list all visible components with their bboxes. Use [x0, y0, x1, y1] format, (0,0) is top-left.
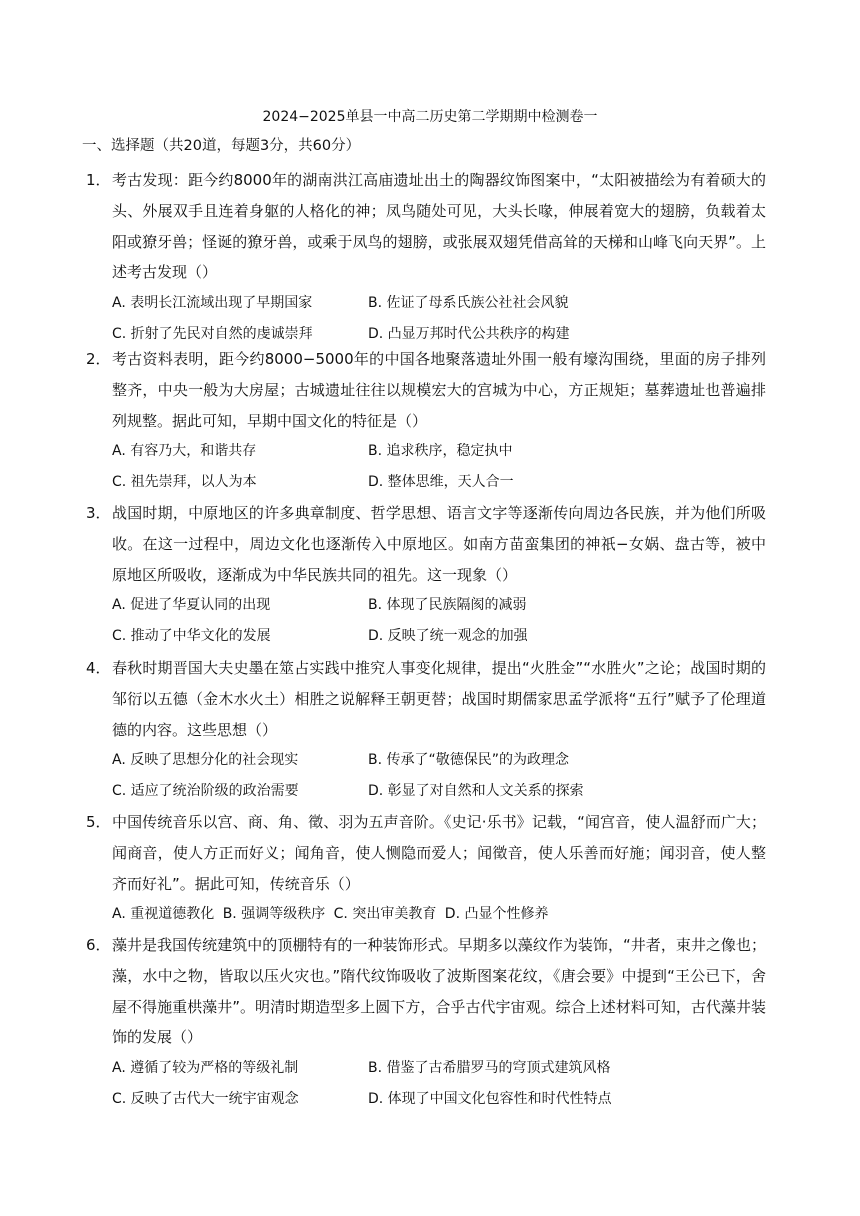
question-stem: [86, 498, 766, 590]
question-text: 考古资料表明，距今约8000−5000年的中国各地聚落遗址外围一般有壕沟围绕，里面的房子排列整齐，中央一般为大房屋；古城遗址往往以规模宏大的宫城为中心，方正规矩；墓葬遗址也普遍排列规整。据此可知，早期中国文化的特征是（）: [112, 350, 766, 430]
option-d[interactable]: D. 凸显个性修养: [444, 906, 549, 923]
options: [112, 745, 766, 807]
option-a[interactable]: A. 重视道德教化: [112, 906, 215, 923]
question-stem: [86, 653, 766, 745]
option-d[interactable]: D. 彰显了对自然和人文关系的探索: [368, 783, 584, 800]
option-c[interactable]: C. 适应了统治阶级的政治需要: [112, 783, 299, 800]
option-a[interactable]: A. 反映了思想分化的社会现实: [112, 752, 299, 769]
question-number: 3．: [86, 504, 111, 522]
options: [112, 590, 766, 652]
question-text: 春秋时期晋国大夫史墨在筮占实践中推究人事变化规律，提出“火胜金”“水胜火”之论；战国时期的邹衍以五德（金木水火土）相胜之说解释王朝更替；战国时期儒家思孟学派将“五行”赋予了伦理道德的内容。这些思想（）: [112, 659, 766, 739]
question-text: 藻井是我国传统建筑中的顶棚特有的一种装饰形式。早期多以藻纹作为装饰，“井者，束井之像也；藻，水中之物，皆取以压火灾也。”隋代纹饰吸收了波斯图案花纹，《唐会要》中提到“王公已下，舍屋不得施重栱藻井”。明清时期造型多上圆下方，合乎古代宇宙观。综合上述材料可知，古代藻井装饰的发展（）: [112, 936, 766, 1047]
option-b[interactable]: B. 传承了“敬德保民”的为政理念: [368, 752, 570, 769]
option-b[interactable]: B. 强调等级秩序: [222, 906, 326, 923]
option-c[interactable]: C. 反映了古代大一统宇宙观念: [112, 1091, 299, 1108]
option-c[interactable]: C. 祖先崇拜，以人为本: [112, 474, 257, 491]
option-d[interactable]: D. 整体思维，天人合一: [368, 474, 514, 491]
option-b[interactable]: B. 追求秩序，稳定执中: [368, 443, 513, 460]
question-number: 4．: [86, 659, 111, 677]
question-text: 中国传统音乐以宫、商、角、徵、羽为五声音阶。《史记·乐书》记载，“闻宫音，使人温舒而广大；闻商音，使人方正而好义；闻角音，使人恻隐而爱人；闻徵音，使人乐善而好施；闻羽音，使人整齐而好礼”。据此可知，传统音乐（）: [112, 813, 766, 893]
options: [112, 1053, 766, 1115]
question-number: 2．: [86, 350, 111, 368]
option-d[interactable]: D. 凸显万邦时代公共秩序的构建: [368, 326, 570, 343]
option-b[interactable]: B. 体现了民族隔阂的减弱: [368, 597, 527, 614]
option-c[interactable]: C. 折射了先民对自然的虔诚崇拜: [112, 326, 313, 343]
option-b[interactable]: B. 借鉴了古希腊罗马的穹顶式建筑风格: [368, 1060, 611, 1077]
option-d[interactable]: D. 反映了统一观念的加强: [368, 628, 528, 645]
question-number: 1．: [86, 171, 111, 189]
option-b[interactable]: B. 佐证了母系氏族公社社会风貌: [368, 295, 569, 312]
question-stem: [86, 344, 766, 436]
option-c[interactable]: C. 推动了中华文化的发展: [112, 628, 271, 645]
question-number: 6．: [86, 936, 111, 954]
question-stem: [86, 807, 766, 899]
question-2: [86, 344, 766, 498]
options: [112, 436, 766, 498]
question-number: 5．: [86, 813, 111, 831]
question-stem: [86, 165, 766, 288]
question-text: 战国时期，中原地区的许多典章制度、哲学思想、语言文字等逐渐传向周边各民族，并为他们所吸收。在这一过程中，周边文化也逐渐传入中原地区。如南方苗蛮集团的神祇−女娲、盘古等，被中原地区所吸收，逐渐成为中华民族共同的祖先。这一现象（）: [112, 504, 766, 584]
question-6: [86, 930, 766, 1115]
option-c[interactable]: C. 突出审美教育: [333, 906, 437, 923]
option-d[interactable]: D. 体现了中国文化包容性和时代性特点: [368, 1091, 612, 1108]
exam-title: 2024−2025单县一中高二历史第二学期期中检测卷一: [262, 109, 598, 125]
option-a[interactable]: A. 有容乃大，和谐共存: [112, 443, 257, 460]
question-1: [86, 165, 766, 350]
question-text: 考古发现：距今约8000年的湖南洪江高庙遗址出土的陶器纹饰图案中，“太阳被描绘为有着硕大的头、外展双手且连着身躯的人格化的神；凤鸟随处可见，大头长喙，伸展着宽大的翅膀，负载着太阳或獠牙兽；怪诞的獠牙兽，或乘于凤鸟的翅膀，或张展双翅凭借高耸的天梯和山峰飞向天界”。上述考古发现（）: [112, 171, 766, 282]
section-heading: 一、选择题（共20道，每题3分，共60分）: [82, 138, 361, 154]
option-a[interactable]: A. 遵循了较为严格的等级礼制: [112, 1060, 299, 1077]
question-3: [86, 498, 766, 652]
question-stem: [86, 930, 766, 1053]
option-a[interactable]: A. 表明长江流域出现了早期国家: [112, 295, 313, 312]
question-5: [86, 807, 766, 930]
option-a[interactable]: A. 促进了华夏认同的出现: [112, 597, 271, 614]
question-4: [86, 653, 766, 807]
options: [112, 288, 766, 350]
options: [112, 899, 766, 930]
